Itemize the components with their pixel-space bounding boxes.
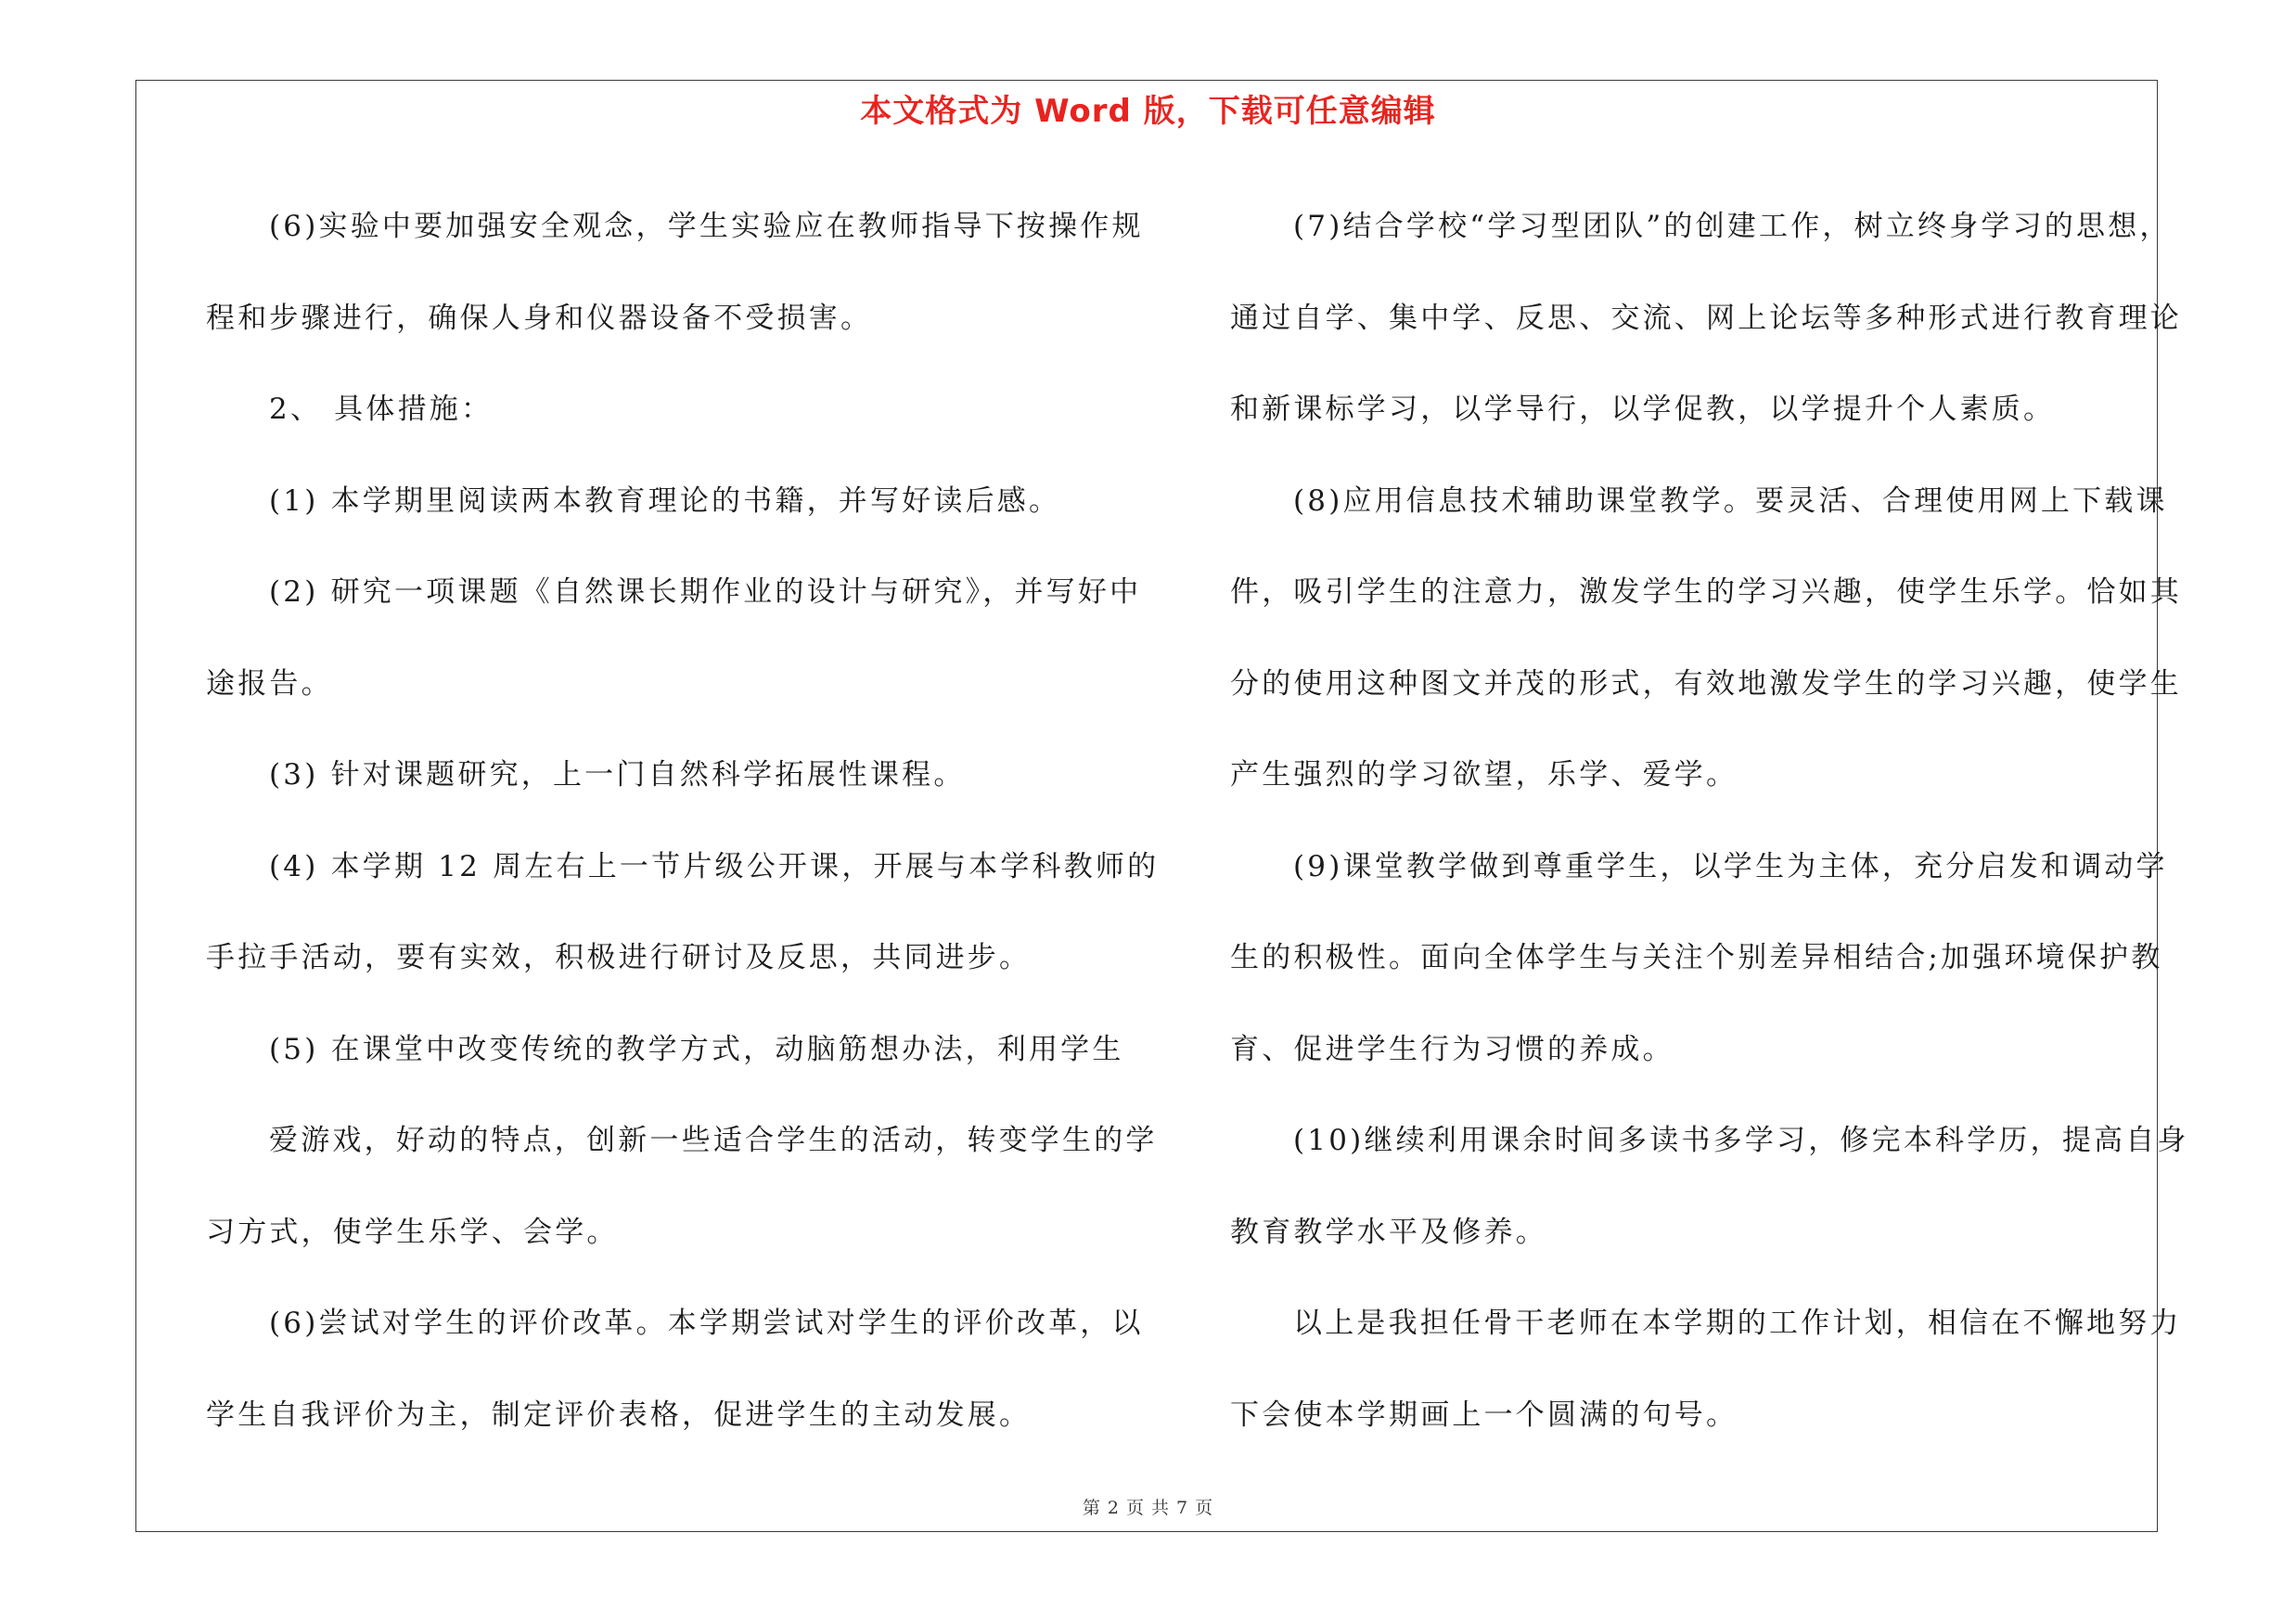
text-line: (6)实验中要加强安全观念，学生实验应在教师指导下按操作规 (269, 210, 1144, 243)
format-notice-banner: 本文格式为 Word 版，下载可任意编辑 (860, 93, 1436, 130)
text-line: 分的使用这种图文并茂的形式，有效地激发学生的学习兴趣，使学生 (1230, 666, 2182, 701)
left-text-column (206, 181, 1160, 1461)
text-line: 2、 具体措施： (269, 393, 494, 426)
text-line: (10)继续利用课余时间多读书多学习，修完本科学历，提高自身 (1293, 1124, 2189, 1157)
page-number: 第 2 页 共 7 页 (1082, 1498, 1214, 1518)
text-line: 教育教学水平及修养。 (1230, 1215, 1547, 1249)
text-line: (4) 本学期 12 周左右上一节片级公开课，开展与本学科教师的 (269, 849, 1160, 883)
text-line: 习方式，使学生乐学、会学。 (206, 1215, 619, 1249)
right-text-column (1230, 181, 2189, 1461)
text-line: 程和步骤进行，确保人身和仪器设备不受损害。 (206, 301, 873, 335)
text-line: (3) 针对课题研究，上一门自然科学拓展性课程。 (269, 758, 966, 792)
text-line: 通过自学、集中学、反思、交流、网上论坛等多种形式进行教育理论 (1230, 301, 2182, 335)
text-line: 育、促进学生行为习惯的养成。 (1230, 1032, 1674, 1066)
text-line: 产生强烈的学习欲望，乐学、爱学。 (1230, 758, 1738, 792)
text-line: (5) 在课堂中改变传统的教学方式，动脑筋想办法，利用学生 (269, 1032, 1124, 1066)
text-line: 以上是我担任骨干老师在本学期的工作计划，相信在不懈地努力 (1293, 1307, 2182, 1340)
text-line: (2) 研究一项课题《自然课长期作业的设计与研究》，并写好中 (269, 575, 1142, 609)
text-line: 和新课标学习，以学导行，以学促教，以学提升个人素质。 (1230, 393, 2056, 426)
text-line: (7)结合学校“学习型团队”的创建工作，树立终身学习的思想， (1293, 210, 2172, 243)
text-line: 爱游戏，好动的特点，创新一些适合学生的活动，转变学生的学 (269, 1124, 1158, 1157)
text-line: 手拉手活动，要有实效，积极进行研讨及反思，共同进步。 (206, 941, 1032, 974)
text-line: 途报告。 (206, 666, 333, 701)
text-line: (6)尝试对学生的评价改革。本学期尝试对学生的评价改革，以 (269, 1307, 1144, 1340)
text-line: 件，吸引学生的注意力，激发学生的学习兴趣，使学生乐学。恰如其 (1230, 575, 2182, 609)
text-line: 学生自我评价为主，制定评价表格，促进学生的主动发展。 (206, 1398, 1032, 1432)
text-line: (9)课堂教学做到尊重学生，以学生为主体，充分启发和调动学 (1293, 849, 2168, 883)
text-line: (8)应用信息技术辅助课堂教学。要灵活、合理使用网上下载课 (1293, 483, 2168, 518)
text-line: (1) 本学期里阅读两本教育理论的书籍，并写好读后感。 (269, 483, 1061, 518)
text-line: 生的积极性。面向全体学生与关注个别差异相结合;加强环境保护教 (1230, 941, 2163, 974)
text-line: 下会使本学期画上一个圆满的句号。 (1230, 1398, 1738, 1432)
